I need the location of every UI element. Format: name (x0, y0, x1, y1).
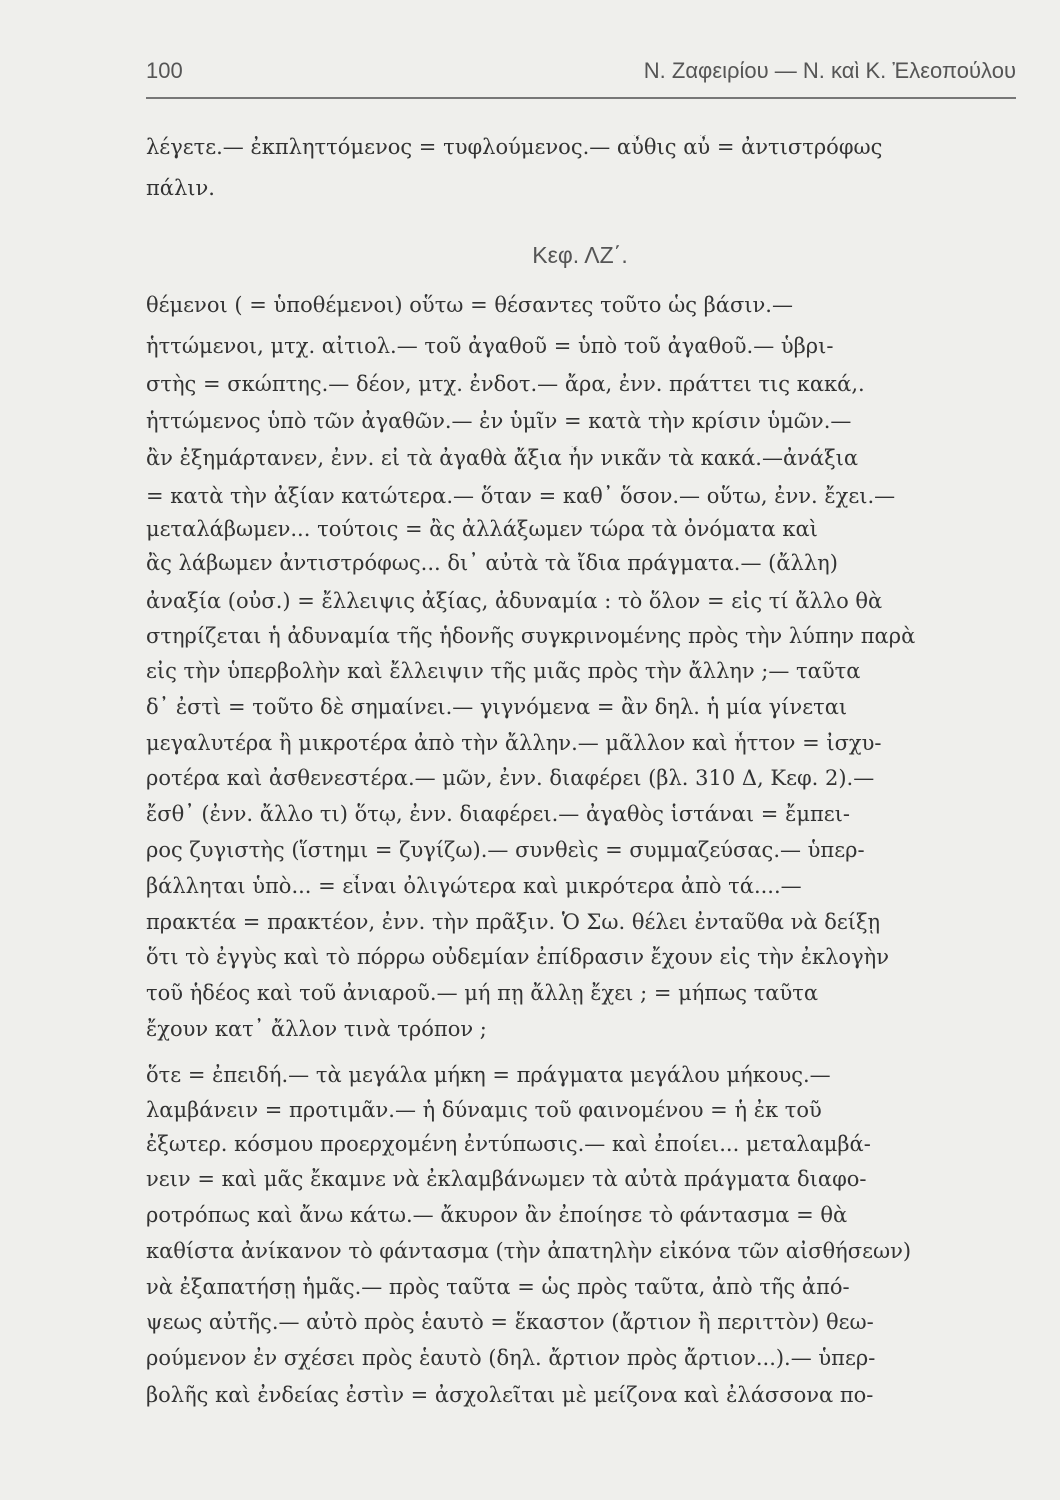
text-line: ἡττώμενος ὑπὸ τῶν ἀγαθῶν.— ἐν ὑμῖν = κατὰ τὴν κρίσιν ὑμῶν.— (146, 409, 852, 433)
text-line: εἰς τὴν ὑπερβολὴν καὶ ἔλλειψιν τῆς μιᾶς πρὸς τὴν ἄλλην ;— ταῦτα (146, 659, 861, 683)
text-line: ἂς λάβωμεν ἀντιστρόφως... δι᾽ αὐτὰ τὰ ἴδια πράγματα.— (ἄλλη) (146, 551, 838, 575)
text-line: βάλληται ὑπὸ... = εἶναι ὀλιγώτερα καὶ μικρότερα ἀπὸ τά....— (146, 874, 802, 898)
page-number: 100 (146, 58, 183, 83)
text-line: μεταλάβωμεν... τούτοις = ἂς ἀλλάξωμεν τώρα τὰ ὀνόματα καὶ (146, 517, 818, 541)
text-line: ρος ζυγιστὴς (ἵστημι = ζυγίζω).— συνθεὶς = συμμαζεύσας.— ὑπερ- (146, 838, 865, 862)
header-rule (146, 97, 1016, 99)
text-line: ἐξωτερ. κόσμου προερχομένη ἐντύπωσις.— καὶ ἐποίει... μεταλαμβά- (146, 1132, 871, 1156)
running-head-authors: Ν. Ζαφειρίου — Ν. καὶ Κ. Ἐλεοπούλου (643, 58, 1016, 83)
text-line: ἔχουν κατ᾽ ἄλλον τινὰ τρόπον ; (146, 1017, 487, 1041)
text-line: νειν = καὶ μᾶς ἔκαμνε νὰ ἐκλαμβάνωμεν τὰ αὐτὰ πράγματα διαφο- (146, 1167, 867, 1191)
text-line: τοῦ ἡδέος καὶ τοῦ ἀνιαροῦ.— μή πῃ ἄλλῃ ἔχει ; = μήπως ταῦτα (146, 981, 819, 1005)
text-line: πρακτέα = πρακτέον, ἐνν. τὴν πρᾶξιν. Ὁ Σω. θέλει ἐνταῦθα νὰ δείξῃ (146, 910, 881, 934)
text-line: ρούμενον ἐν σχέσει πρὸς ἑαυτὸ (δηλ. ἄρτιον πρὸς ἄρτιον...).— ὑπερ- (146, 1346, 876, 1370)
text-line: πάλιν. (146, 176, 215, 200)
text-line: δ᾽ ἐστὶ = τοῦτο δὲ σημαίνει.— γιγνόμενα = ἂν δηλ. ἡ μία γίνεται (146, 695, 848, 719)
text-line: στηρίζεται ἡ ἀδυναμία τῆς ἡδονῆς συγκρινομένης πρὸς τὴν λύπην παρὰ (146, 624, 916, 648)
text-line: βολῆς καὶ ἐνδείας ἐστὶν = ἀσχολεῖται μὲ μείζονα καὶ ἐλάσσονα πο- (146, 1383, 874, 1407)
text-line: θέμενοι ( = ὑποθέμενοι) οὕτω = θέσαντες τοῦτο ὡς βάσιν.— (146, 293, 793, 317)
chapter-heading: Κεφ. ΛΖ΄. (532, 242, 628, 268)
text-line: ὅτι τὸ ἐγγὺς καὶ τὸ πόρρω οὐδεμίαν ἐπίδρασιν ἔχουν εἰς τὴν ἐκλογὴν (146, 945, 889, 969)
text-line: στὴς = σκώπτης.— δέον, μτχ. ἐνδοτ.— ἄρα, ἐνν. πράττει τις κακά,. (146, 372, 865, 396)
text-line: μεγαλυτέρα ἢ μικροτέρα ἀπὸ τὴν ἄλλην.— μᾶλλον καὶ ἧττον = ἰσχυ- (146, 731, 882, 755)
text-line: ὅτε = ἐπειδή.— τὰ μεγάλα μήκη = πράγματα μεγάλου μήκους.— (146, 1063, 831, 1087)
text-line: ροτρόπως καὶ ἄνω κάτω.— ἄκυρον ἂν ἐποίησε τὸ φάντασμα = θὰ (146, 1203, 848, 1227)
text-line: ψεως αὐτῆς.— αὐτὸ πρὸς ἑαυτὸ = ἕκαστον (ἄρτιον ἢ περιττὸν) θεω- (146, 1310, 874, 1334)
text-line: λέγετε.— ἐκπληττόμενος = τυφλούμενος.— αὖθις αὖ = ἀντιστρόφως (146, 135, 883, 159)
text-line: ἀναξία (οὐσ.) = ἔλλειψις ἀξίας, ἀδυναμία : τὸ ὅλον = εἰς τί ἄλλο θὰ (146, 589, 883, 613)
text-line: νὰ ἐξαπατήσῃ ἡμᾶς.— πρὸς ταῦτα = ὡς πρὸς ταῦτα, ἀπὸ τῆς ἀπό- (146, 1275, 850, 1299)
text-line: καθίστα ἀνίκανον τὸ φάντασμα (τὴν ἀπατηλὴν εἰκόνα τῶν αἰσθήσεων) (146, 1239, 912, 1263)
text-line: ροτέρα καὶ ἀσθενεστέρα.— μῶν, ἐνν. διαφέρει (βλ. 310 Δ, Κεφ. 2).— (146, 766, 875, 790)
text-line: ἂν ἐξημάρτανεν, ἐνν. εἰ τὰ ἀγαθὰ ἄξια ἦν νικᾶν τὰ κακά.—ἀνάξια (146, 446, 859, 470)
text-line: ἔσθ᾽ (ἐνν. ἄλλο τι) ὅτῳ, ἐνν. διαφέρει.— ἀγαθὸς ἱστάναι = ἔμπει- (146, 802, 851, 826)
text-line: λαμβάνειν = προτιμᾶν.— ἡ δύναμις τοῦ φαινομένου = ἡ ἐκ τοῦ (146, 1098, 822, 1122)
text-line: ἡττώμενοι, μτχ. αἰτιολ.— τοῦ ἀγαθοῦ = ὑπὸ τοῦ ἀγαθοῦ.— ὑβρι- (146, 334, 834, 358)
text-line: = κατὰ τὴν ἀξίαν κατώτερα.— ὅταν = καθ᾽ ὅσον.— οὕτω, ἐνν. ἔχει.— (146, 484, 896, 508)
